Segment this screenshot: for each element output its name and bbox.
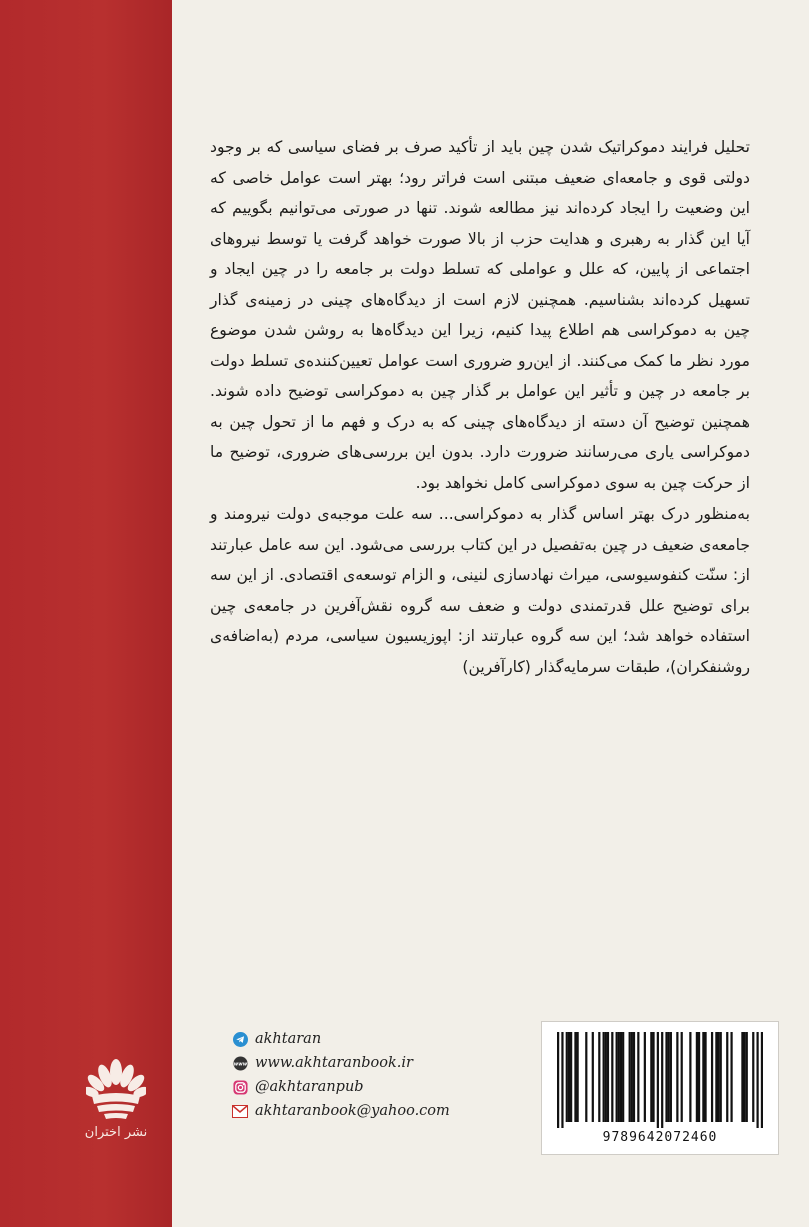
barcode-bar bbox=[577, 1032, 579, 1122]
contact-email[interactable] bbox=[232, 1099, 532, 1123]
contact-list bbox=[232, 1027, 532, 1123]
svg-text:www: www bbox=[233, 1061, 247, 1068]
barcode-bar bbox=[566, 1032, 568, 1122]
contact-instagram[interactable] bbox=[232, 1075, 532, 1099]
barcode-bar bbox=[620, 1032, 622, 1122]
red-spine-band bbox=[0, 0, 172, 1227]
barcode-bar bbox=[611, 1032, 613, 1122]
barcode-bar bbox=[704, 1032, 706, 1122]
barcode-bar bbox=[726, 1032, 728, 1122]
email-address: akhtaranbook@yahoo.com bbox=[255, 1103, 450, 1119]
barcode-bar bbox=[681, 1032, 683, 1122]
barcode-bar bbox=[631, 1032, 633, 1122]
barcode-bar bbox=[696, 1032, 698, 1122]
barcode-bar bbox=[720, 1032, 722, 1122]
barcode-bar bbox=[741, 1032, 743, 1122]
barcode-bar bbox=[592, 1032, 594, 1122]
email-icon bbox=[232, 1103, 248, 1119]
barcode-bar bbox=[661, 1032, 663, 1128]
barcode-bar bbox=[622, 1032, 624, 1122]
blurb-paragraph-2: به‌منظور درک بهتر اساس گذار به دموکراسی... سه علت موجبه‌ی دولت نیرومند و جامعه‌ی ضعیف در چین به‌تفصیل در این کتاب بررسی می‌شود. این سه عامل عبارتند از: سنّت کنفوسیوسی، میراث نهادسازی لنینی، و الزام توسعه‌ی اقتصادی. از این سه برای توضیح علل قدرتمندی دولت و ضعف سه گروه نقش‌آفرین در جامعه‌ی چین استفاده خواهد شد؛ این سه گروه عبارتند از: اپوزیسیون سیاسی، مردم (به‌اضافه‌ی روشنفکران)، طبقات سرمایه‌گذار (کارآفرین) bbox=[210, 505, 750, 676]
barcode-bar bbox=[616, 1032, 618, 1122]
telegram-handle: akhtaran bbox=[255, 1031, 322, 1047]
barcode-bar bbox=[568, 1032, 570, 1122]
barcode-bar bbox=[652, 1032, 654, 1122]
barcode-bar bbox=[711, 1032, 713, 1122]
barcode-bar bbox=[605, 1032, 607, 1122]
barcode-bar bbox=[633, 1032, 635, 1122]
publisher-logo-icon bbox=[86, 1050, 146, 1126]
barcode-bar bbox=[629, 1032, 631, 1122]
barcode-bar bbox=[752, 1032, 754, 1122]
barcode-bar bbox=[644, 1032, 646, 1122]
isbn-barcode bbox=[541, 1021, 779, 1155]
barcode-bar bbox=[637, 1032, 639, 1122]
instagram-handle: @akhtaranpub bbox=[255, 1079, 364, 1095]
barcode-bar bbox=[715, 1032, 717, 1122]
blurb-text bbox=[210, 132, 750, 682]
telegram-icon bbox=[232, 1031, 248, 1047]
barcode-bar bbox=[618, 1032, 620, 1122]
barcode-bar bbox=[557, 1032, 559, 1128]
barcode-bar bbox=[665, 1032, 667, 1122]
barcode-bar bbox=[603, 1032, 605, 1122]
instagram-icon bbox=[232, 1079, 248, 1095]
barcode-bar bbox=[598, 1032, 600, 1122]
barcode-bar bbox=[650, 1032, 652, 1122]
barcode-bar bbox=[702, 1032, 704, 1122]
barcode-bar bbox=[743, 1032, 745, 1122]
barcode-bar bbox=[676, 1032, 678, 1122]
website-url: www.akhtaranbook.ir bbox=[255, 1055, 413, 1071]
globe-icon bbox=[232, 1055, 248, 1071]
barcode-bar bbox=[730, 1032, 732, 1122]
barcode-bar bbox=[746, 1032, 748, 1122]
barcode-bar bbox=[561, 1032, 563, 1128]
barcode-bar bbox=[570, 1032, 572, 1122]
barcode-bar bbox=[607, 1032, 609, 1122]
barcode-bar bbox=[585, 1032, 587, 1122]
barcode-bar bbox=[761, 1032, 763, 1128]
publisher-name: نشر اختران bbox=[84, 1125, 148, 1140]
barcode-number: 9789642072460 bbox=[602, 1130, 718, 1145]
barcode-bar bbox=[698, 1032, 700, 1122]
barcode-bar bbox=[574, 1032, 576, 1122]
barcode-bar bbox=[689, 1032, 691, 1122]
contact-website[interactable] bbox=[232, 1051, 532, 1075]
barcode-bar bbox=[717, 1032, 719, 1122]
barcode-bars bbox=[557, 1032, 763, 1128]
barcode-bar bbox=[657, 1032, 659, 1128]
barcode-bar bbox=[756, 1032, 758, 1128]
blurb-paragraph-1: تحلیل فرایند دموکراتیک شدن چین باید از تأکید صرف بر فضای سیاسی که بر وجود دولتی قوی و جامعه‌ای ضعیف مبتنی است فراتر رود؛ بهتر است عوامل خاصی که این وضعیت را ایجاد کرده‌اند نیز مطالعه شوند. تنها در صورتی می‌توانیم بگوییم که آیا این گذار به رهبری و هدایت حزب از بالا صورت خواهد گرفت یا توسط نیروهای اجتماعی از پایین، که علل و عواملی که تسلط دولت بر جامعه را در چین ایجاد و تسهیل کرده‌اند بشناسیم. همچنین لازم است از دیدگاه‌های چینی در زمینه‌ی گذار چین به دموکراسی هم اطلاع پیدا کنیم، زیرا این دیدگاه‌ها به روشن شدن موضوع مورد نظر ما کمک می‌کنند. از این‌رو ضروری است عوامل تعیین‌کننده‌ی تسلط دولت بر جامعه در چین و تأثیر این عوامل بر گذار چین به دموکراسی توضیح داده شوند. همچنین توضیح آن دسته از دیدگاه‌های چینی که به درک و فهم ما از تحول چین به دموکراسی یاری می‌رسانند ضرورت دارد. بدون این بررسی‌های ضروری، توضیح ما از حرکت چین به سوی دموکراسی کامل نخواهد بود. bbox=[210, 138, 750, 492]
barcode-bar bbox=[670, 1032, 672, 1122]
barcode-bar bbox=[668, 1032, 670, 1122]
contact-telegram[interactable] bbox=[232, 1027, 532, 1051]
